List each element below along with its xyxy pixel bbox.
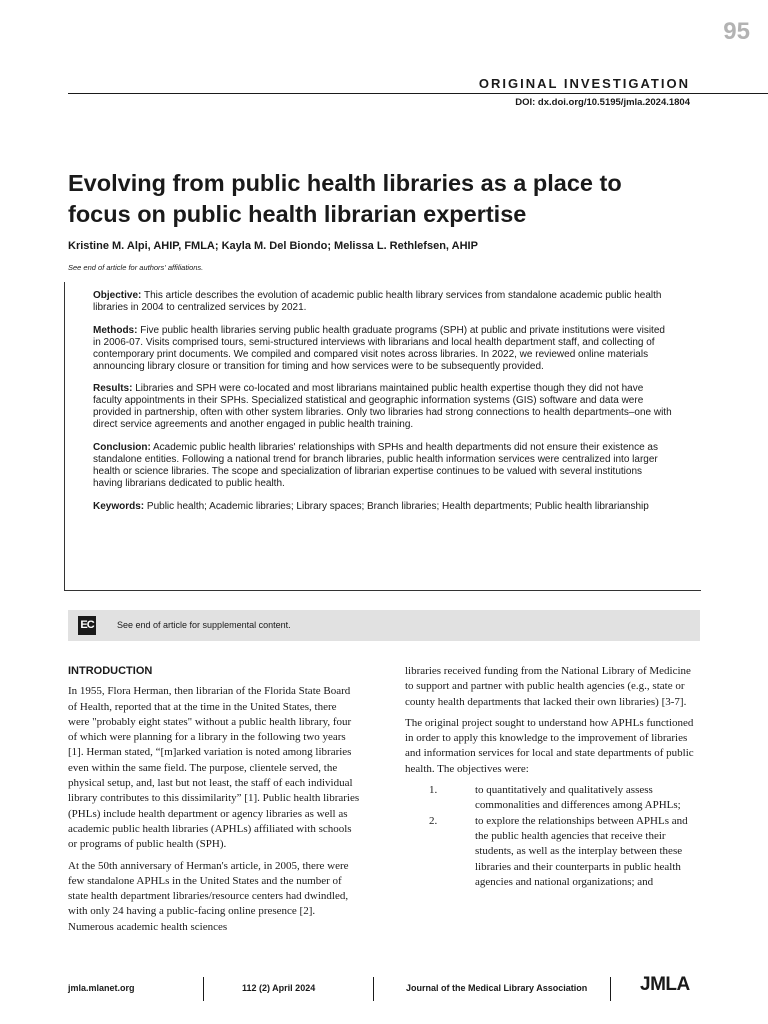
body-column-left [68,664,360,941]
objective-list-item [405,814,700,890]
affiliations-note: See end of article for authors' affiliations. [68,263,204,272]
results-label: Results: [93,383,133,395]
body-paragraph: In 1955, Flora Herman, then librarian of the Florida State Board of Health, reported that at the time in the United States, there were "probably eight states" without a public health library, four of which were planning for a library in the following two years [1]. Herman stated, “[m]arked variation is noted among libraries even within the same field. The purpose, clientele served, the physical setup, and, last but not least, the staff of each individual library contributes to this dissimilarity” [1]. Public health libraries (PHLs) include health department or agency libraries as well as academic public health libraries (APHLs) affiliated with schools or programs of public health (SPH). [68,685,360,851]
page-number: 95 [723,18,750,45]
footer-divider [373,977,374,1001]
body-paragraph: The original project sought to understand how APHLs functioned in order to apply this knowledge to the improvement of libraries and information services for local and state departments of public health. The objectives were: [405,716,694,775]
objective-number: 2. [429,814,438,827]
conclusion-label: Conclusion: [93,442,151,454]
keywords-text: Public health; Academic libraries; Library spaces; Branch libraries; Health departments; Public health librarianship [144,500,649,512]
body-paragraph: At the 50th anniversary of Herman's article, in 2005, there were few standalone APHLs in the United States and the number of state health department libraries/resource centers had dwindled, with only 24 having a public-facing online presence [2]. Numerous academic health sciences [68,859,349,933]
keywords-label: Keywords: [93,500,145,512]
article-title: Evolving from public health libraries as a place to focus on public health librarian expertise [68,170,622,227]
methods-text: Five public health libraries serving public health graduate programs (SPH) at public and private institutions were visited in 2006-07. Visits comprised tours, semi-structured interviews with librarians and local health department staff, and collecting of contemporary print documents. We compiled and compared visit notes across libraries. In 2022, we reviewed online materials announcing library closure or transition for timing and how services were to be subsequently provided. [93,324,665,372]
abstract-conclusion [93,442,673,490]
abstract-keywords [93,501,673,513]
section-label: ORIGINAL INVESTIGATION [478,76,690,91]
jmla-logo: JMLA [640,974,690,995]
objective-text: This article describes the evolution of academic public health library services from standalone academic public health libraries in 2004 to centralized services by 2021. [93,290,662,313]
objective-text: to quantitatively and qualitatively assess commonalities and differences among APHLs; [475,784,681,812]
footer-divider [610,977,611,1001]
abstract-methods [93,325,673,373]
body-column-right [405,664,700,890]
doi-link[interactable]: DOI: dx.doi.org/10.5195/jmla.2024.1804 [515,97,690,108]
methods-label: Methods: [93,324,138,336]
objective-number: 1. [429,784,438,797]
results-text: Libraries and SPH were co-located and most librarians maintained public health expertise though they did not have faculty appointments in their SPHs. Specialized statistical and geographic information systems (GIS) software and data were provided in partnership, often with other system libraries. Only two libraries had strong connections to health departments–one with direct service agreements and another engaged in public health training. [93,383,672,431]
footer-issue: 112 (2) April 2024 [242,983,316,993]
supplemental-content-text: See end of article for supplemental content. [117,620,291,630]
objective-label: Objective: [93,290,142,301]
author-list: Kristine M. Alpi, AHIP, FMLA; Kayla M. Del Biondo; Melissa L. Rethlefsen, AHIP [68,240,478,252]
supplemental-content-bar[interactable] [68,610,700,641]
introduction-heading: INTRODUCTION [68,665,153,677]
body-paragraph: libraries received funding from the National Library of Medicine to support and partner with public health agencies (e.g., state or county health departments that lacked their own libraries) [3-7]. [405,665,691,708]
conclusion-text: Academic public health libraries' relationships with SPHs and health departments did not ensure their existence as standalone entities. Following a national trend for branch libraries, public health information services were centralized into larger health or science libraries. The scope and specialization of librarian expertise continues to be valued with several institutions having librarians dedicated to public health. [93,442,658,489]
supplemental-content-icon: EC [78,616,96,635]
header-rule [68,93,768,94]
objective-text: to explore the relationships between APHLs and the public health agencies that receive their students, as well as the interplay between these libraries and their counterparts in public health agencies and national organizations; and [475,814,688,888]
footer-divider [203,977,204,1001]
footer-site-link[interactable]: jmla.mlanet.org [68,983,135,993]
abstract-objective [93,290,673,314]
abstract [93,290,673,524]
footer-journal-name: Journal of the Medical Library Association [406,983,588,993]
objective-list-item [405,783,700,814]
abstract-results [93,383,673,431]
